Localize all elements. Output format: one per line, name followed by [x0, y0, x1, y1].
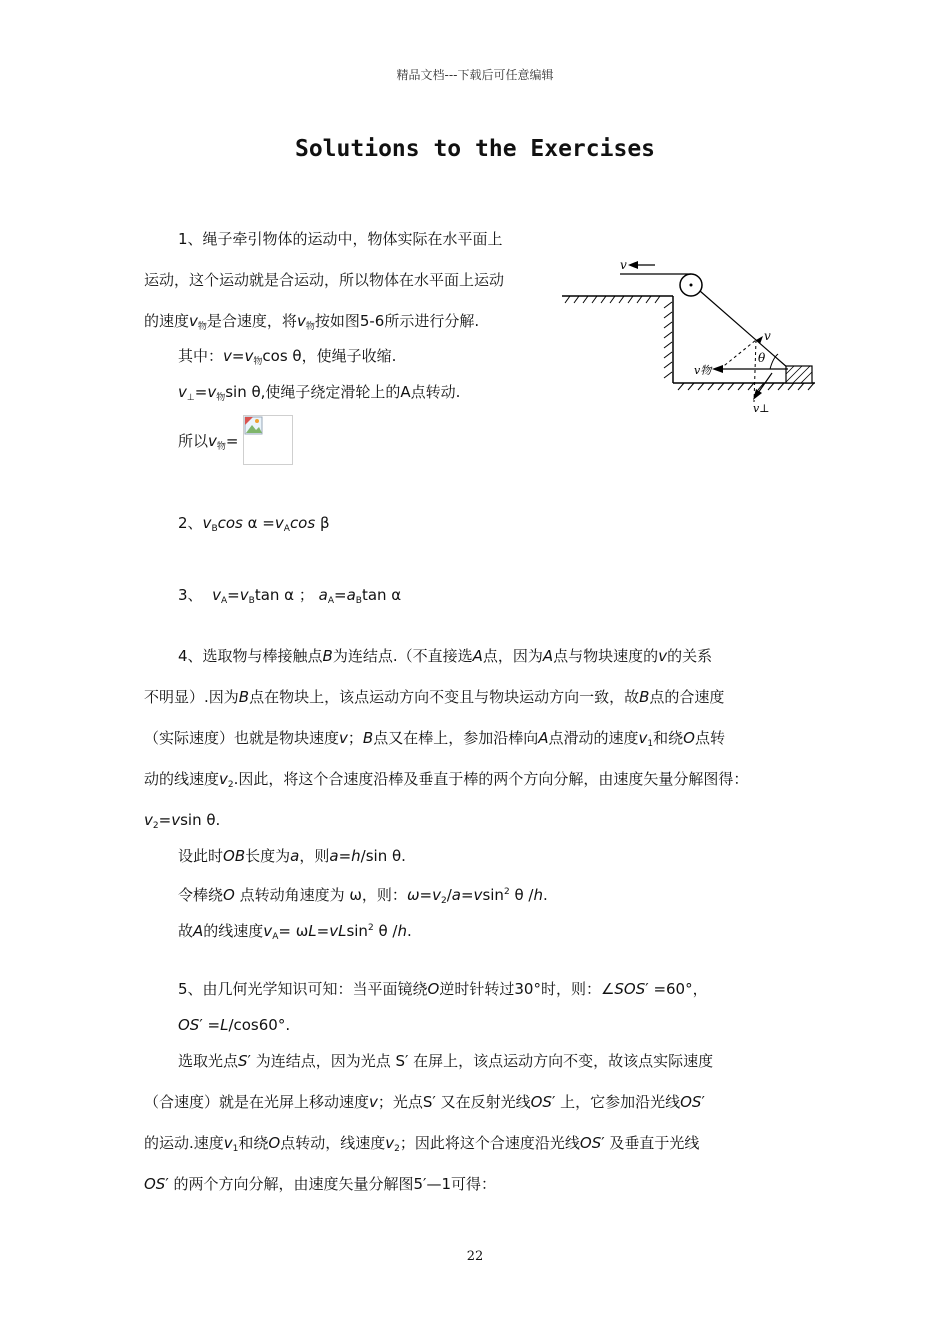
s4-line8: 故A的线速度$v_A= \omega L=vLsin^2$ θ /h. [178, 922, 412, 942]
s4-line7: 令棒绕O 点转动角速度为 ω，则：$\omega=v_2/a=vsin^2$ θ /h. [178, 886, 548, 906]
s4-line5: $v_2=vsin$ θ. [144, 811, 221, 831]
s5-line1: 5、由几何光学知识可知：当平面镜绕O逆时针转过30°时，则：∠SOS′ =60°， [178, 980, 708, 998]
s5-line3: 选取光点S′ 为连结点，因为光点 S′ 在屏上，该点运动方向不变，故该点实际速度 [178, 1052, 714, 1070]
v-wu-arrow-head [712, 365, 723, 373]
s5-line5: 的运动.速度$v_1$和绕O点转动，线速度$v_2$；因此将这个合速度沿光线OS′ 及垂直于光线 [144, 1134, 700, 1154]
s1-line5: $v_\perp=v_物\sin$ θ,使绳子绕定滑轮上的A点转动. [178, 383, 461, 403]
s4-line4: 动的线速度$v_2$.因此，将这个合速度沿棒及垂直于棒的两个方向分解，由速度矢量分解图得： [144, 770, 749, 790]
s1-line4: 其中：$v=v_物\cos$ θ，使绳子收缩. [178, 347, 397, 367]
label-v-perp: v⊥ [753, 402, 770, 415]
label-v-top: v [620, 258, 627, 272]
s1-line6: 所以$v_物=$ [178, 432, 239, 452]
pulley-figure [560, 250, 840, 420]
s1-line2: 运动，这个运动就是合运动，所以物体在水平面上运动 [144, 271, 505, 289]
label-v-wu: v物 [694, 364, 712, 377]
v-arrow-top-head [628, 261, 638, 269]
s4-line6: 设此时OB长度为a，则a=h/sin θ. [178, 847, 406, 865]
s2-line: 2、$v_B\cos$ $\alpha =v_A\cos$ β [178, 514, 330, 534]
s5-line6: OS′ 的两个方向分解，由速度矢量分解图5′—1可得： [144, 1175, 496, 1193]
page-title: Solutions to the Exercises [294, 136, 656, 162]
ground-top-hatch [565, 296, 660, 303]
s1-line1: 1、绳子牵引物体的运动中，物体实际在水平面上 [178, 230, 503, 248]
label-theta: θ [758, 351, 766, 365]
ground-bottom-hatch [678, 383, 814, 390]
s5-line2: OS′ =L/cos60°. [178, 1016, 291, 1034]
s4-line3: （实际速度）也就是物块速度v；B点又在棒上，参加沿棒向A点滑动的速度$v_1$和绕O点转 [144, 729, 725, 749]
s3-line: 3、 $v_A=v_B\tan$ α ； $a_A=a_B\tan$ α [178, 586, 402, 606]
dashed-line-1 [720, 340, 756, 369]
rope-slant [700, 291, 788, 368]
broken-image-icon [244, 416, 264, 436]
s4-line1: 4、选取物与棒接触点B为连结点.（不直接选A点，因为A点与物块速度的v的关系 [178, 647, 713, 665]
s5-line4: （合速度）就是在光屏上移动速度v；光点S′ 又在反射光线OS′ 上，它参加沿光线OS′ [144, 1093, 705, 1111]
broken-image-placeholder [243, 415, 293, 465]
label-v: v [764, 329, 771, 343]
s1-line3: 的速度$v_物$是合速度，将$v_物$按如图5-6所示进行分解. [144, 312, 480, 332]
v-rope-arrow [756, 336, 763, 344]
cliff-hatch [664, 302, 672, 378]
page-header: 精品文档---下载后可任意编辑 [396, 68, 554, 82]
s4-line2: 不明显）.因为B点在物块上，该点运动方向不变且与物块运动方向一致，故B点的合速度 [144, 688, 725, 706]
page-number: 22 [466, 1249, 484, 1264]
pulley-axle [690, 284, 693, 287]
